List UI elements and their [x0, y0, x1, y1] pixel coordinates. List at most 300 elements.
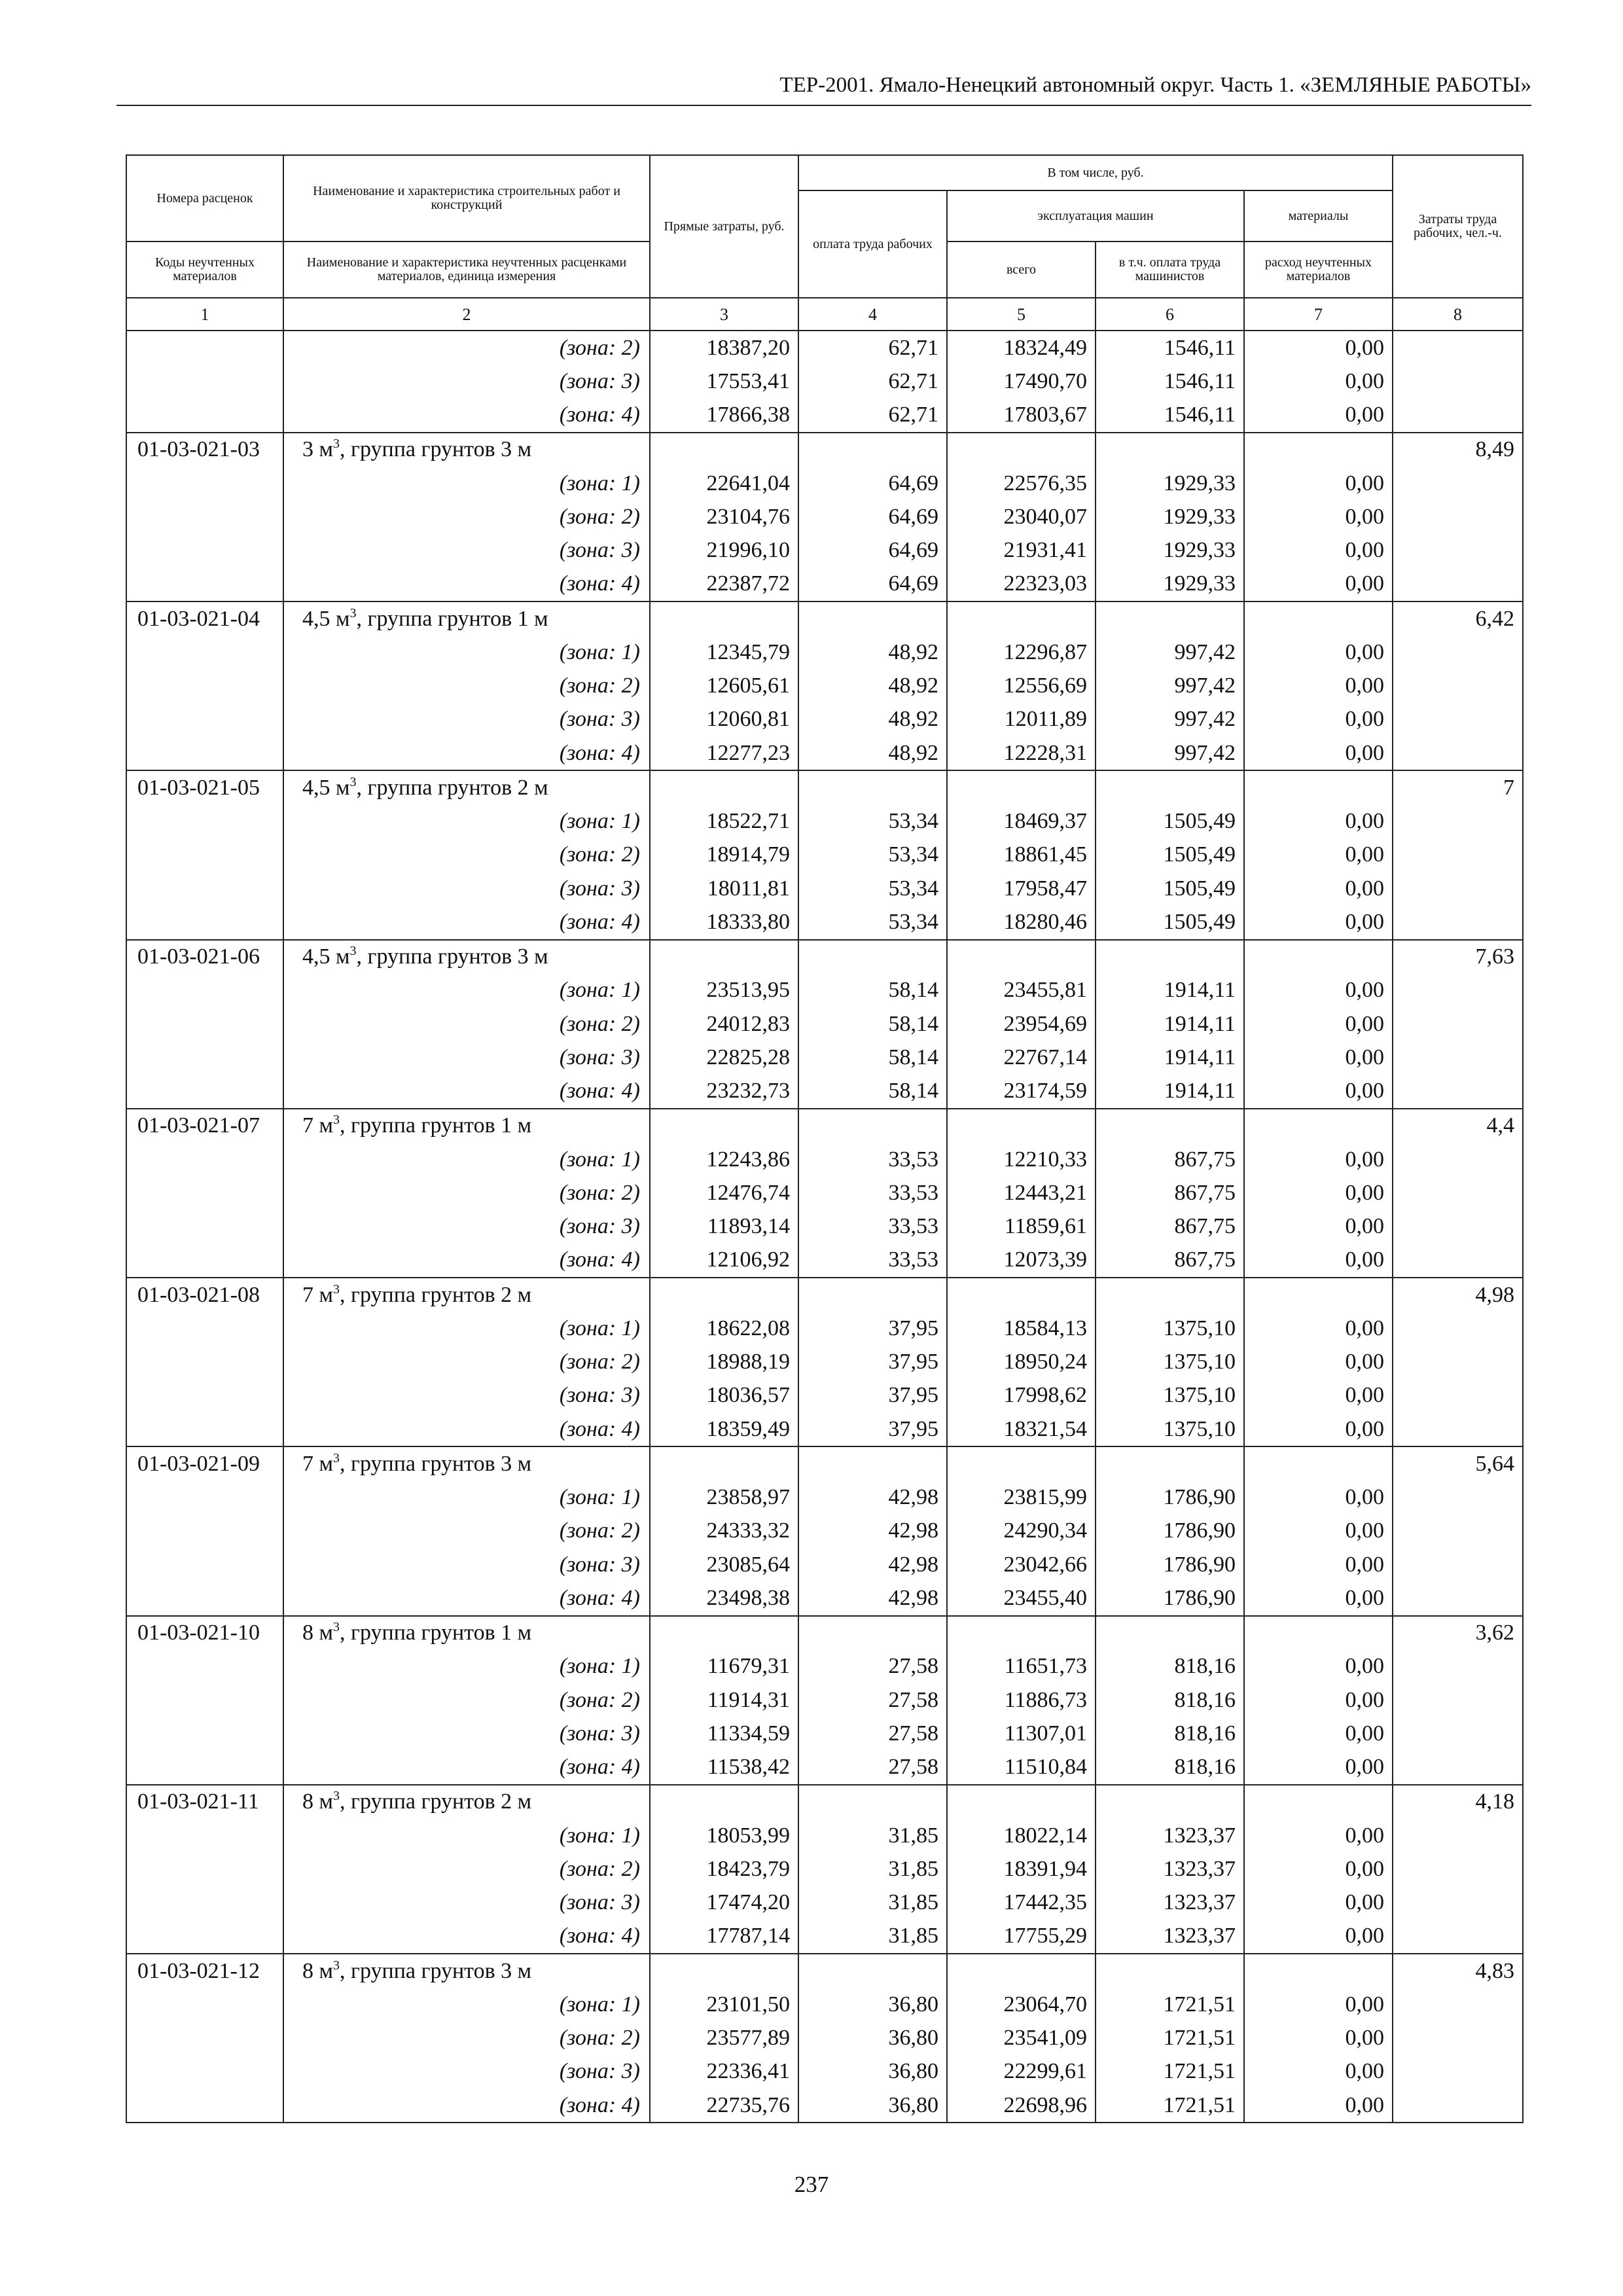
worker-pay: 58,14: [798, 1007, 947, 1041]
direct-cost: 18387,20: [650, 331, 798, 365]
worker-pay: 53,34: [798, 838, 947, 872]
worker-pay: 53,34: [798, 872, 947, 905]
empty-cell: [1244, 940, 1393, 974]
labor-hours: [1393, 1143, 1523, 1176]
zone-label: (зона: 3): [283, 872, 650, 905]
labor-hours: [1393, 838, 1523, 872]
machinist-pay: 1721,51: [1096, 1988, 1244, 2021]
material-consumption: 0,00: [1244, 2022, 1393, 2055]
header-machines-total: всего: [947, 242, 1096, 298]
rate-group-row: [126, 1954, 1523, 1988]
machines-total: 18469,37: [947, 805, 1096, 838]
column-number: 8: [1393, 298, 1523, 331]
rate-code-cell: [126, 1346, 283, 1379]
rate-name-ground-group: , группа грунтов 2 м: [340, 1789, 532, 1814]
empty-cell: [1244, 1616, 1393, 1650]
material-consumption: 0,00: [1244, 1650, 1393, 1683]
material-consumption: 0,00: [1244, 567, 1393, 601]
material-consumption: 0,00: [1244, 1920, 1393, 1954]
rate-code-cell: [126, 467, 283, 500]
empty-cell: [798, 940, 947, 974]
machines-total: 18391,94: [947, 1852, 1096, 1886]
labor-hours: [1393, 905, 1523, 939]
worker-pay: 31,85: [798, 1920, 947, 1954]
machinist-pay: 1914,11: [1096, 974, 1244, 1007]
zone-label: (зона: 4): [283, 1920, 650, 1954]
worker-pay: 37,95: [798, 1412, 947, 1446]
machines-total: 17803,67: [947, 399, 1096, 433]
labor-hours: [1393, 805, 1523, 838]
empty-cell: [1096, 1954, 1244, 1988]
empty-cell: [798, 770, 947, 804]
labor-hours: 4,98: [1393, 1278, 1523, 1312]
machines-total: 23040,07: [947, 500, 1096, 533]
zone-row: [126, 1075, 1523, 1109]
worker-pay: 53,34: [798, 805, 947, 838]
zone-label: (зона: 4): [283, 1244, 650, 1278]
labor-hours: [1393, 872, 1523, 905]
rate-code: 01-03-021-09: [126, 1446, 283, 1480]
material-consumption: 0,00: [1244, 1346, 1393, 1379]
material-consumption: 0,00: [1244, 1379, 1393, 1412]
direct-cost: 22735,76: [650, 2089, 798, 2123]
zone-row: [126, 1007, 1523, 1041]
direct-cost: 23858,97: [650, 1481, 798, 1515]
rate-name-ground-group: , группа грунтов 1 м: [340, 1621, 532, 1645]
zone-row: [126, 2089, 1523, 2123]
rate-name: [283, 770, 650, 804]
machines-total: 23455,81: [947, 974, 1096, 1007]
rate-code-cell: [126, 2022, 283, 2055]
zone-label: (зона: 4): [283, 1075, 650, 1109]
rate-name-ground-group: , группа грунтов 1 м: [356, 606, 548, 631]
machines-total: 22767,14: [947, 1041, 1096, 1074]
machinist-pay: 1323,37: [1096, 1819, 1244, 1852]
rate-code-cell: [126, 1751, 283, 1785]
zone-label: (зона: 3): [283, 1379, 650, 1412]
direct-cost: 18333,80: [650, 905, 798, 939]
zone-row: [126, 2055, 1523, 2089]
worker-pay: 31,85: [798, 1852, 947, 1886]
worker-pay: 36,80: [798, 2055, 947, 2089]
labor-hours: 3,62: [1393, 1616, 1523, 1650]
empty-cell: [1096, 601, 1244, 636]
machinist-pay: 1505,49: [1096, 838, 1244, 872]
machines-total: 24290,34: [947, 1515, 1096, 1548]
rate-code-cell: [126, 331, 283, 365]
direct-cost: 17474,20: [650, 1886, 798, 1920]
direct-cost: 21996,10: [650, 534, 798, 567]
machines-total: 17958,47: [947, 872, 1096, 905]
header-material-codes: Коды неучтенных материалов: [126, 242, 283, 298]
direct-cost: 17553,41: [650, 365, 798, 398]
worker-pay: 31,85: [798, 1886, 947, 1920]
worker-pay: 36,80: [798, 1988, 947, 2021]
direct-cost: 24012,83: [650, 1007, 798, 1041]
zone-label: (зона: 2): [283, 670, 650, 703]
machinist-pay: 1546,11: [1096, 399, 1244, 433]
empty-cell: [1244, 1109, 1393, 1143]
zone-row: [126, 636, 1523, 669]
machinist-pay: 867,75: [1096, 1143, 1244, 1176]
labor-hours: [1393, 2089, 1523, 2123]
empty-cell: [650, 1109, 798, 1143]
machinist-pay: 1546,11: [1096, 365, 1244, 398]
rate-group-row: [126, 1446, 1523, 1480]
machinist-pay: 1721,51: [1096, 2055, 1244, 2089]
machinist-pay: 818,16: [1096, 1717, 1244, 1750]
zone-row: [126, 331, 1523, 365]
rate-code: 01-03-021-03: [126, 433, 283, 467]
zone-label: (зона: 3): [283, 1041, 650, 1074]
machines-total: 17755,29: [947, 1920, 1096, 1954]
machinist-pay: 1323,37: [1096, 1852, 1244, 1886]
rate-code: 01-03-021-06: [126, 940, 283, 974]
worker-pay: 33,53: [798, 1244, 947, 1278]
direct-cost: 11914,31: [650, 1683, 798, 1717]
zone-label: (зона: 1): [283, 636, 650, 669]
labor-hours: [1393, 1886, 1523, 1920]
zone-row: [126, 1312, 1523, 1345]
material-consumption: 0,00: [1244, 703, 1393, 736]
rate-name-ground-group: , группа грунтов 3 м: [340, 1451, 532, 1476]
rate-code: 01-03-021-04: [126, 601, 283, 636]
worker-pay: 64,69: [798, 500, 947, 533]
labor-hours: [1393, 1481, 1523, 1515]
zone-row: [126, 365, 1523, 398]
header-including: В том числе, руб.: [798, 155, 1393, 190]
labor-hours: 4,18: [1393, 1785, 1523, 1819]
zone-row: [126, 872, 1523, 905]
zone-label: (зона: 3): [283, 534, 650, 567]
zone-label: (зона: 2): [283, 1176, 650, 1210]
zone-label: (зона: 4): [283, 736, 650, 770]
rate-name-ground-group: , группа грунтов 1 м: [340, 1113, 532, 1138]
zone-row: [126, 1412, 1523, 1446]
labor-hours: [1393, 1683, 1523, 1717]
empty-cell: [1244, 770, 1393, 804]
rate-code-cell: [126, 1819, 283, 1852]
worker-pay: 37,95: [798, 1379, 947, 1412]
empty-cell: [798, 601, 947, 636]
direct-cost: 18988,19: [650, 1346, 798, 1379]
labor-hours: [1393, 1548, 1523, 1581]
empty-cell: [947, 1954, 1096, 1988]
worker-pay: 42,98: [798, 1581, 947, 1615]
empty-cell: [798, 433, 947, 467]
worker-pay: 27,58: [798, 1717, 947, 1750]
empty-cell: [650, 1278, 798, 1312]
labor-hours: [1393, 736, 1523, 770]
running-header: ТЕР-2001. Ямало-Ненецкий автономный округ. Часть 1. «ЗЕМЛЯНЫЕ РАБОТЫ»: [779, 73, 1531, 97]
machinist-pay: 997,42: [1096, 670, 1244, 703]
zone-label: (зона: 4): [283, 1412, 650, 1446]
direct-cost: 12243,86: [650, 1143, 798, 1176]
rate-code-cell: [126, 1683, 283, 1717]
machinist-pay: 1721,51: [1096, 2022, 1244, 2055]
zone-label: (зона: 3): [283, 365, 650, 398]
direct-cost: 22387,72: [650, 567, 798, 601]
worker-pay: 27,58: [798, 1751, 947, 1785]
worker-pay: 36,80: [798, 2089, 947, 2123]
empty-cell: [947, 1785, 1096, 1819]
labor-hours: 7,63: [1393, 940, 1523, 974]
machines-total: 18950,24: [947, 1346, 1096, 1379]
direct-cost: 12345,79: [650, 636, 798, 669]
zone-row: [126, 736, 1523, 770]
labor-hours: [1393, 1920, 1523, 1954]
machinist-pay: 997,42: [1096, 636, 1244, 669]
material-consumption: 0,00: [1244, 872, 1393, 905]
machinist-pay: 1323,37: [1096, 1920, 1244, 1954]
machinist-pay: 1505,49: [1096, 905, 1244, 939]
zone-row: [126, 567, 1523, 601]
cubic-exponent: 3: [349, 774, 357, 789]
zone-row: [126, 703, 1523, 736]
material-consumption: 0,00: [1244, 1819, 1393, 1852]
header-labor-hours: Затраты труда рабочих, чел.-ч.: [1393, 155, 1523, 298]
machinist-pay: 997,42: [1096, 703, 1244, 736]
material-consumption: 0,00: [1244, 2055, 1393, 2089]
zone-label: (зона: 3): [283, 1886, 650, 1920]
zone-label: (зона: 2): [283, 838, 650, 872]
rate-code-cell: [126, 670, 283, 703]
worker-pay: 42,98: [798, 1481, 947, 1515]
rate-name: [283, 1616, 650, 1650]
machines-total: 12443,21: [947, 1176, 1096, 1210]
machines-total: 23064,70: [947, 1988, 1096, 2021]
empty-cell: [1244, 1785, 1393, 1819]
machinist-pay: 1929,33: [1096, 534, 1244, 567]
material-consumption: 0,00: [1244, 1581, 1393, 1615]
direct-cost: 22336,41: [650, 2055, 798, 2089]
rate-name: [283, 433, 650, 467]
labor-hours: [1393, 365, 1523, 398]
zone-row: [126, 1379, 1523, 1412]
machines-total: 12210,33: [947, 1143, 1096, 1176]
material-consumption: 0,00: [1244, 670, 1393, 703]
rate-code-cell: [126, 1244, 283, 1278]
worker-pay: 62,71: [798, 331, 947, 365]
machinist-pay: 997,42: [1096, 736, 1244, 770]
direct-cost: 17787,14: [650, 1920, 798, 1954]
rate-code-cell: [126, 399, 283, 433]
direct-cost: 23085,64: [650, 1548, 798, 1581]
direct-cost: 18053,99: [650, 1819, 798, 1852]
header-direct-costs: Прямые затраты, руб.: [650, 155, 798, 298]
header-material-consumption: расход неучтенных материалов: [1244, 242, 1393, 298]
machinist-pay: 818,16: [1096, 1650, 1244, 1683]
empty-cell: [650, 1446, 798, 1480]
rate-code-cell: [126, 1143, 283, 1176]
machinist-pay: 818,16: [1096, 1751, 1244, 1785]
direct-cost: 18011,81: [650, 872, 798, 905]
empty-cell: [1096, 1446, 1244, 1480]
column-number: 5: [947, 298, 1096, 331]
worker-pay: 64,69: [798, 467, 947, 500]
zone-row: [126, 1751, 1523, 1785]
worker-pay: 42,98: [798, 1515, 947, 1548]
header-machine-operation: эксплуатация машин: [947, 190, 1244, 242]
worker-pay: 53,34: [798, 905, 947, 939]
worker-pay: 27,58: [798, 1650, 947, 1683]
zone-row: [126, 1581, 1523, 1615]
machines-total: 11307,01: [947, 1717, 1096, 1750]
empty-cell: [1244, 601, 1393, 636]
rate-code-cell: [126, 636, 283, 669]
machinist-pay: 1375,10: [1096, 1412, 1244, 1446]
labor-hours: [1393, 1852, 1523, 1886]
labor-hours: [1393, 1581, 1523, 1615]
empty-cell: [650, 433, 798, 467]
empty-cell: [798, 1785, 947, 1819]
rate-name-ground-group: , группа грунтов 3 м: [340, 1958, 532, 1983]
zone-label: (зона: 1): [283, 1312, 650, 1345]
rate-code-cell: [126, 500, 283, 533]
labor-hours: [1393, 1988, 1523, 2021]
empty-cell: [650, 770, 798, 804]
machines-total: 12073,39: [947, 1244, 1096, 1278]
zone-label: (зона: 3): [283, 1548, 650, 1581]
zone-row: [126, 1920, 1523, 1954]
empty-cell: [947, 1278, 1096, 1312]
material-consumption: 0,00: [1244, 1683, 1393, 1717]
zone-label: (зона: 2): [283, 331, 650, 365]
rate-code-cell: [126, 1210, 283, 1244]
machines-total: 17490,70: [947, 365, 1096, 398]
labor-hours: [1393, 399, 1523, 433]
worker-pay: 27,58: [798, 1683, 947, 1717]
direct-cost: 18622,08: [650, 1312, 798, 1345]
worker-pay: 31,85: [798, 1819, 947, 1852]
rate-code: 01-03-021-11: [126, 1785, 283, 1819]
labor-hours: [1393, 1346, 1523, 1379]
rate-name: [283, 1278, 650, 1312]
labor-hours: 4,83: [1393, 1954, 1523, 1988]
material-consumption: 0,00: [1244, 1210, 1393, 1244]
cubic-exponent: 3: [333, 1450, 340, 1465]
zone-label: (зона: 2): [283, 1515, 650, 1548]
labor-hours: 6,42: [1393, 601, 1523, 636]
material-consumption: 0,00: [1244, 1007, 1393, 1041]
rate-code: 01-03-021-10: [126, 1616, 283, 1650]
empty-cell: [650, 601, 798, 636]
rate-code-cell: [126, 1312, 283, 1345]
worker-pay: 64,69: [798, 567, 947, 601]
header-material-names: Наименование и характеристика неучтенных расценками материалов, единица измерения: [283, 242, 650, 298]
labor-hours: [1393, 1379, 1523, 1412]
zone-row: [126, 1988, 1523, 2021]
empty-cell: [798, 1278, 947, 1312]
column-number: 2: [283, 298, 650, 331]
zone-label: (зона: 1): [283, 1143, 650, 1176]
cubic-exponent: 3: [333, 1789, 340, 1804]
machinist-pay: 1786,90: [1096, 1581, 1244, 1615]
rate-name-ground-group: , группа грунтов 2 м: [340, 1282, 532, 1307]
zone-label: (зона: 4): [283, 399, 650, 433]
rate-group-row: [126, 601, 1523, 636]
empty-cell: [947, 940, 1096, 974]
table-header: [126, 155, 1523, 331]
worker-pay: 37,95: [798, 1346, 947, 1379]
empty-cell: [1096, 433, 1244, 467]
direct-cost: 23101,50: [650, 1988, 798, 2021]
machinist-pay: 1546,11: [1096, 331, 1244, 365]
rate-code-cell: [126, 1379, 283, 1412]
column-number: 7: [1244, 298, 1393, 331]
material-consumption: 0,00: [1244, 1988, 1393, 2021]
machinist-pay: 1914,11: [1096, 1041, 1244, 1074]
material-consumption: 0,00: [1244, 974, 1393, 1007]
machinist-pay: 867,75: [1096, 1210, 1244, 1244]
material-consumption: 0,00: [1244, 1312, 1393, 1345]
material-consumption: 0,00: [1244, 838, 1393, 872]
worker-pay: 48,92: [798, 670, 947, 703]
zone-label: (зона: 4): [283, 905, 650, 939]
zone-row: [126, 1852, 1523, 1886]
direct-cost: 12106,92: [650, 1244, 798, 1278]
direct-cost: 11538,42: [650, 1751, 798, 1785]
zone-row: [126, 500, 1523, 533]
direct-cost: 17866,38: [650, 399, 798, 433]
rate-name: [283, 940, 650, 974]
rate-code-cell: [126, 1988, 283, 2021]
rate-code-cell: [126, 1548, 283, 1581]
zone-row: [126, 1143, 1523, 1176]
material-consumption: 0,00: [1244, 1481, 1393, 1515]
labor-hours: [1393, 567, 1523, 601]
rate-code: 01-03-021-07: [126, 1109, 283, 1143]
worker-pay: 58,14: [798, 974, 947, 1007]
zone-row: [126, 905, 1523, 939]
machinist-pay: 1505,49: [1096, 872, 1244, 905]
rate-name-volume: 4,5 м: [302, 775, 350, 800]
zone-label: (зона: 1): [283, 974, 650, 1007]
rate-code-cell: [126, 567, 283, 601]
zone-row: [126, 534, 1523, 567]
direct-cost: 12605,61: [650, 670, 798, 703]
direct-cost: 23232,73: [650, 1075, 798, 1109]
header-materials: материалы: [1244, 190, 1393, 242]
machines-total: 11651,73: [947, 1650, 1096, 1683]
zone-label: (зона: 3): [283, 2055, 650, 2089]
machines-total: 11859,61: [947, 1210, 1096, 1244]
labor-hours: [1393, 636, 1523, 669]
zone-row: [126, 1176, 1523, 1210]
machinist-pay: 1914,11: [1096, 1075, 1244, 1109]
machines-total: 23042,66: [947, 1548, 1096, 1581]
zone-row: [126, 1683, 1523, 1717]
rate-code-cell: [126, 838, 283, 872]
zone-row: [126, 1515, 1523, 1548]
material-consumption: 0,00: [1244, 399, 1393, 433]
material-consumption: 0,00: [1244, 805, 1393, 838]
labor-hours: [1393, 331, 1523, 365]
cubic-exponent: 3: [333, 1282, 340, 1297]
machines-total: 18280,46: [947, 905, 1096, 939]
rate-code: 01-03-021-05: [126, 770, 283, 804]
empty-cell: [650, 1616, 798, 1650]
machinist-pay: 1786,90: [1096, 1515, 1244, 1548]
rate-name-ground-group: , группа грунтов 3 м: [356, 944, 548, 969]
labor-hours: [1393, 2055, 1523, 2089]
machinist-pay: 1375,10: [1096, 1346, 1244, 1379]
rate-code-cell: [126, 1176, 283, 1210]
rate-code-cell: [126, 1481, 283, 1515]
material-consumption: 0,00: [1244, 736, 1393, 770]
worker-pay: 48,92: [798, 703, 947, 736]
machinist-pay: 867,75: [1096, 1176, 1244, 1210]
